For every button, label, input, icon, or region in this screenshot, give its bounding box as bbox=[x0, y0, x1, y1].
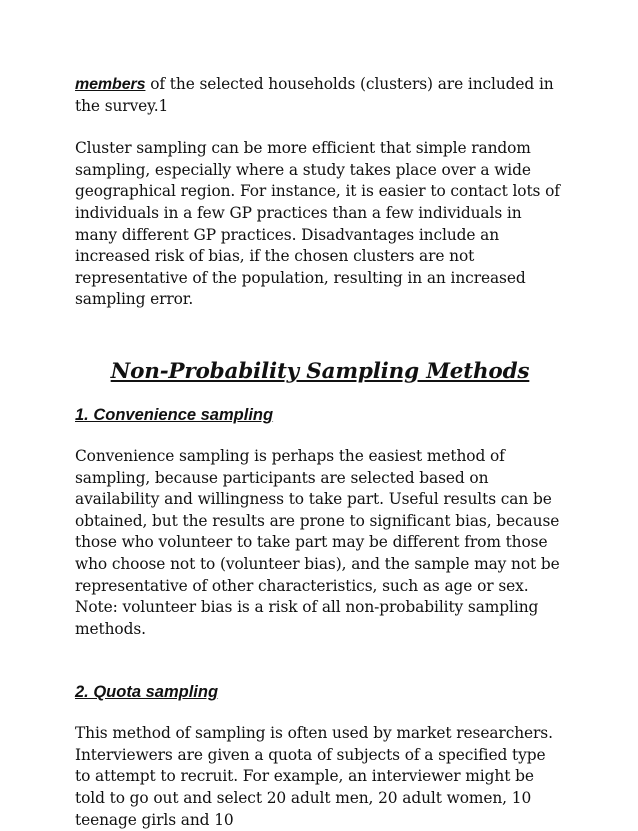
section-title: Non-Probability Sampling Methods bbox=[110, 358, 530, 384]
document-page bbox=[75, 74, 565, 831]
paragraph-quota-sampling: This method of sampling is often used by market researchers. Interviewers are given a quota of subjects of a specified type to attempt to recruit. For example, an interviewer might be told to go out and select 20 adult men, 20 adult women, 10 teenage girls and 10 bbox=[75, 724, 553, 829]
paragraph-members bbox=[75, 74, 565, 117]
paragraph-cluster-sampling: Cluster sampling can be more efficient that simple random sampling, especially where a study takes place over a wide geographical region. For instance, it is easier to contact lots of individuals in a few GP practices than a few individuals in many different GP practices. Disadvantages include an increased risk of bias, if the chosen clusters are not representative of the population, resulting in an increased sampling error. bbox=[75, 139, 560, 309]
paragraph-text: of the selected households (clusters) are included in the survey.1 bbox=[75, 75, 554, 115]
emphasized-term: members bbox=[75, 76, 146, 93]
paragraph-convenience-sampling: Convenience sampling is perhaps the easiest method of sampling, because participants are selected based on availability and willingness to take part. Useful results can be obtained, but the results are prone to significant bias, because those who volunteer to take part may be different from those who choose not to (volunteer bias), and the sample may not be representative of other characteristics, such as age or sex. Note: volunteer bias is a risk of all non-probability sampling methods. bbox=[75, 446, 560, 638]
heading-convenience-sampling: 1. Convenience sampling bbox=[75, 405, 274, 424]
heading-quota-sampling: 2. Quota sampling bbox=[75, 683, 219, 702]
